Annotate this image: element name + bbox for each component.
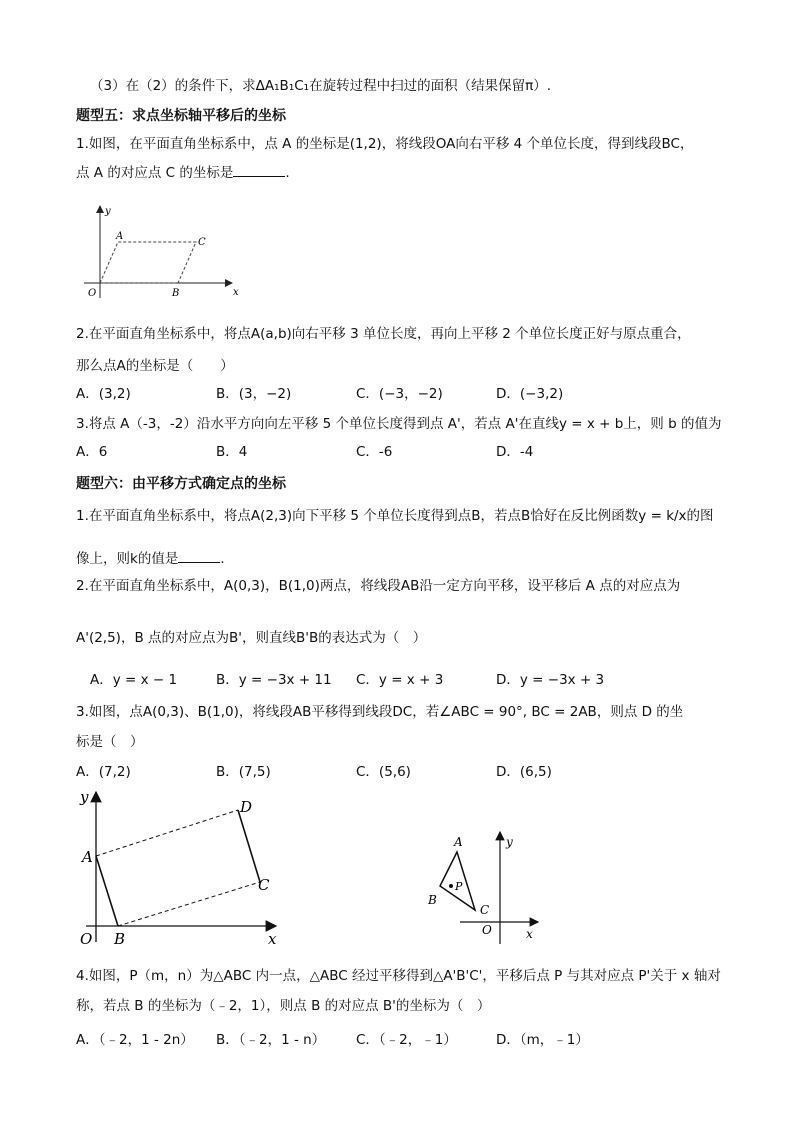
parallelogram-oacb bbox=[100, 242, 196, 283]
answer-blank bbox=[233, 162, 285, 177]
q6-4-option-d: D．（m，﹣1） bbox=[496, 1032, 589, 1048]
fig1-b-label: B bbox=[172, 288, 180, 299]
fig1-x-label: x bbox=[233, 287, 239, 298]
fig2-d-label: D bbox=[240, 798, 253, 816]
segment-bc bbox=[118, 882, 260, 926]
q6-4-option-b: B．（﹣2，1 - n） bbox=[216, 1032, 326, 1048]
q5-3-option-b: B．4 bbox=[216, 444, 248, 460]
q5-2-line-2: 那么点A的坐标是（ ） bbox=[76, 358, 234, 374]
figure-triangle bbox=[420, 826, 550, 946]
q5-2-option-d: D．(−3,2) bbox=[496, 386, 564, 402]
q6-3-option-d: D．(6,5) bbox=[496, 764, 552, 780]
figure-rectangle bbox=[72, 786, 292, 952]
fig3-p-label: P bbox=[455, 880, 463, 893]
q6-1-line-1: 1.在平面直角坐标系中，将点A(2,3)向下平移 5 个单位长度得到点B，若点B恰好在反比例函数y = k/x的图 bbox=[76, 508, 714, 524]
fig2-x-label: x bbox=[268, 930, 277, 948]
figure-parallelogram bbox=[80, 200, 250, 300]
fig3-a-label: A bbox=[454, 835, 463, 849]
q6-2-option-c: C．y = x + 3 bbox=[356, 672, 444, 688]
q5-3-line-1: 3.将点 A（-3，-2）沿水平方向向左平移 5 个单位长度得到点 A'，若点 A'在直线y = x + b上，则 b 的值为 bbox=[76, 416, 722, 432]
section-5-heading: 题型五：求点坐标轴平移后的坐标 bbox=[76, 108, 286, 124]
q6-3-line-2: 标是（ ） bbox=[76, 734, 144, 750]
q5-2-option-a: A．(3,2) bbox=[76, 386, 131, 402]
q5-3-option-d: D．-4 bbox=[496, 444, 534, 460]
fig2-b-label: B bbox=[114, 930, 126, 948]
q6-2-option-b: B．y = −3x + 11 bbox=[216, 672, 332, 688]
fig1-a-label: A bbox=[116, 231, 124, 242]
fig3-c-label: C bbox=[480, 903, 490, 917]
q5-2-line-1: 2.在平面直角坐标系中，将点A(a,b)向右平移 3 单位长度，再向上平移 2 个单位长度正好与原点重合， bbox=[76, 326, 691, 342]
fig2-y-label: y bbox=[80, 788, 89, 806]
fig3-y-label: y bbox=[506, 835, 513, 849]
q5-3-option-a: A．6 bbox=[76, 444, 108, 460]
q6-3-option-a: A．(7,2) bbox=[76, 764, 131, 780]
q6-4-option-c: C．（﹣2，﹣1） bbox=[356, 1032, 457, 1048]
segment-ad bbox=[96, 810, 238, 856]
q6-3-line-1: 3.如图，点A(0,3)、B(1,0)，将线段AB平移得到线段DC，若∠ABC = 90°, BC = 2AB，则点 D 的坐 bbox=[76, 704, 684, 720]
q5-3-option-c: C．-6 bbox=[356, 444, 393, 460]
q5-1-line-1: 1.如图，在平面直角坐标系中，点 A 的坐标是(1,2)，将线段OA向右平移 4 个单位长度，得到线段BC， bbox=[76, 136, 694, 152]
fig3-o-label: O bbox=[482, 923, 492, 937]
point-p bbox=[449, 884, 453, 888]
fig1-y-label: y bbox=[105, 206, 111, 217]
q6-3-option-c: C．(5,6) bbox=[356, 764, 411, 780]
part-3-question: （3）在（2）的条件下，求ΔA₁B₁C₁在旋转过程中扫过的面积（结果保留π）. bbox=[90, 78, 551, 94]
q6-4-option-a: A．（﹣2，1 - 2n） bbox=[76, 1032, 194, 1048]
segment-ab bbox=[96, 856, 118, 926]
answer-blank bbox=[178, 548, 220, 563]
fig2-o-label: O bbox=[80, 930, 93, 948]
q6-2-line-2: A'(2,5)，B 点的对应点为B'，则直线B'B的表达式为（ ） bbox=[76, 630, 427, 646]
fig3-b-label: B bbox=[428, 893, 437, 907]
q6-2-option-d: D．y = −3x + 3 bbox=[496, 672, 605, 688]
fig1-o-label: O bbox=[88, 288, 97, 299]
q6-3-option-b: B．(7,5) bbox=[216, 764, 271, 780]
q6-1-line-2: 像上，则k的值是 . bbox=[76, 548, 225, 569]
q5-1-line-2: 点 A 的对应点 C 的坐标是 . bbox=[76, 162, 290, 183]
segment-dc bbox=[238, 810, 260, 882]
q6-2-line-1: 2.在平面直角坐标系中，A(0,3)，B(1,0)两点，将线段AB沿一定方向平移，设平移后 A 点的对应点为 bbox=[76, 578, 681, 594]
q6-2-option-a: A．y = x − 1 bbox=[90, 672, 178, 688]
fig1-c-label: C bbox=[198, 237, 206, 248]
fig2-a-label: A bbox=[82, 848, 93, 866]
q6-4-line-2: 称，若点 B 的坐标为（﹣2，1），则点 B 的对应点 B'的坐标为（ ） bbox=[76, 998, 491, 1014]
q5-2-option-c: C．(−3，−2) bbox=[356, 386, 443, 402]
fig2-c-label: C bbox=[258, 876, 270, 894]
section-6-heading: 题型六：由平移方式确定点的坐标 bbox=[76, 476, 286, 492]
fig3-x-label: x bbox=[526, 927, 533, 941]
q5-2-option-b: B．(3，−2) bbox=[216, 386, 292, 402]
q6-4-line-1: 4.如图，P（m，n）为△ABC 内一点，△ABC 经过平移得到△A'B'C'，平移后点 P 与其对应点 P'关于 x 轴对 bbox=[76, 968, 721, 984]
